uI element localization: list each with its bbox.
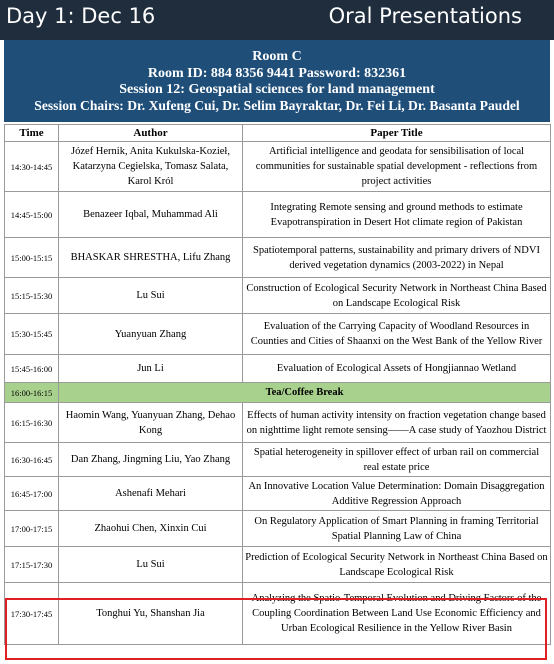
time-cell: 16:45-17:00 xyxy=(5,477,59,511)
table-row xyxy=(5,403,551,443)
section-label: Oral Presentations xyxy=(328,4,522,28)
time-cell: 16:30-16:45 xyxy=(5,443,59,477)
author-cell: Zhaohui Chen, Xinxin Cui xyxy=(59,511,243,547)
time-cell: 16:15-16:30 xyxy=(5,403,59,443)
break-row xyxy=(5,383,551,403)
day-label: Day 1: Dec 16 xyxy=(6,4,156,28)
time-cell: 16:00-16:15 xyxy=(5,383,59,403)
time-cell: 17:15-17:30 xyxy=(5,547,59,583)
author-cell: BHASKAR SHRESTHA, Lifu Zhang xyxy=(59,238,243,278)
paper-cell: Evaluation of the Carrying Capacity of Woodland Resources in Counties and Cities of Shaanxi on the West Bank of the Yellow River xyxy=(243,314,551,355)
author-cell: Yuanyuan Zhang xyxy=(59,314,243,355)
table-row xyxy=(5,314,551,355)
paper-cell: Evaluation of Ecological Assets of Hongjiannao Wetland xyxy=(243,355,551,383)
author-cell: Jun Li xyxy=(59,355,243,383)
paper-cell: Analyzing the Spatio-Temporal Evolution and Driving Factors of the Coupling Coordination Between Land Use Economic Efficiency and Urban Ecological Resilience in the Yellow River Basin xyxy=(243,583,551,645)
author-cell: Ashenafi Mehari xyxy=(59,477,243,511)
table-row xyxy=(5,278,551,314)
session-header xyxy=(4,40,550,122)
room-id: Room ID: 884 8356 9441 Password: 832361 xyxy=(147,66,407,81)
table-row xyxy=(5,477,551,511)
time-column-header: Time xyxy=(5,125,59,142)
session-title: Session 12: Geospatial sciences for land management xyxy=(119,82,435,97)
time-cell: 15:00-15:15 xyxy=(5,238,59,278)
paper-cell: Artificial intelligence and geodata for sensibilisation of local communities for sustainable spatial development - reflections from project activities xyxy=(243,142,551,192)
paper-cell: Integrating Remote sensing and ground methods to estimate Evapotranspiration in Desert Hot climate region of Pakistan xyxy=(243,192,551,238)
time-cell: 15:15-15:30 xyxy=(5,278,59,314)
room-name: Room C xyxy=(252,49,302,64)
author-cell: Lu Sui xyxy=(59,547,243,583)
paper-cell: An Innovative Location Value Determination: Domain Disaggregation Additive Regression Approach xyxy=(243,477,551,511)
table-row xyxy=(5,192,551,238)
paper-cell: Spatiotemporal patterns, sustainability and primary drivers of NDVI derived vegetation dynamics (2003-2022) in Nepal xyxy=(243,238,551,278)
top-banner xyxy=(0,0,554,40)
author-cell: Haomin Wang, Yuanyuan Zhang, Dehao Kong xyxy=(59,403,243,443)
time-cell: 17:30-17:45 xyxy=(5,583,59,645)
break-label: Tea/Coffee Break xyxy=(59,383,551,403)
selection-highlight xyxy=(5,598,547,660)
time-cell: 14:45-15:00 xyxy=(5,192,59,238)
paper-column-header: Paper Title xyxy=(243,125,551,142)
table-header-row xyxy=(5,125,551,142)
table-row xyxy=(5,238,551,278)
paper-cell: Prediction of Ecological Security Network in Northeast China Based on Landscape Ecological Risk xyxy=(243,547,551,583)
schedule-table xyxy=(4,124,551,645)
author-cell: Józef Hernik, Anita Kukulska-Kozieł, Katarzyna Cegielska, Tomasz Salata, Karol Król xyxy=(59,142,243,192)
paper-cell: Spatial heterogeneity in spillover effect of urban rail on commercial real estate price xyxy=(243,443,551,477)
author-cell: Dan Zhang, Jingming Liu, Yao Zhang xyxy=(59,443,243,477)
session-chairs: Session Chairs: Dr. Xufeng Cui, Dr. Selim Bayraktar, Dr. Fei Li, Dr. Basanta Paudel xyxy=(34,98,520,113)
author-cell: Benazeer Iqbal, Muhammad Ali xyxy=(59,192,243,238)
table-row xyxy=(5,511,551,547)
table-row xyxy=(5,547,551,583)
time-cell: 15:30-15:45 xyxy=(5,314,59,355)
time-cell: 14:30-14:45 xyxy=(5,142,59,192)
table-row xyxy=(5,142,551,192)
table-row xyxy=(5,355,551,383)
author-cell: Tonghui Yu, Shanshan Jia xyxy=(59,583,243,645)
table-row xyxy=(5,443,551,477)
paper-cell: On Regulatory Application of Smart Planning in framing Territorial Spatial Planning Law of China xyxy=(243,511,551,547)
time-cell: 17:00-17:15 xyxy=(5,511,59,547)
time-cell: 15:45-16:00 xyxy=(5,355,59,383)
paper-cell: Construction of Ecological Security Network in Northeast China Based on Landscape Ecological Risk xyxy=(243,278,551,314)
author-cell: Lu Sui xyxy=(59,278,243,314)
paper-cell: Effects of human activity intensity on fraction vegetation change based on nighttime light remote sensing——A case study of Yaozhou District xyxy=(243,403,551,443)
author-column-header: Author xyxy=(59,125,243,142)
